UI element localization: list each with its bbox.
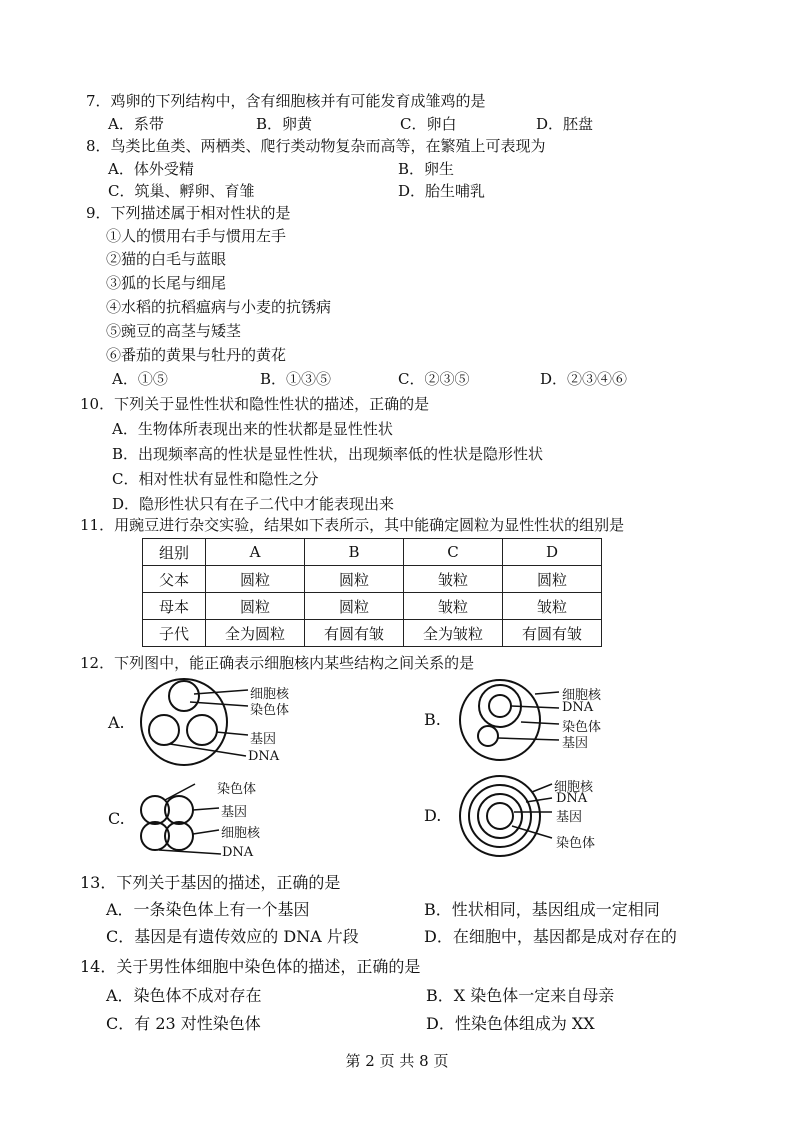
table-cell: 圆粒 bbox=[206, 566, 305, 593]
q8-option-d: D．胎生哺乳 bbox=[398, 182, 486, 200]
table-cell: C bbox=[404, 539, 503, 566]
q8-option-b: B．卵生 bbox=[398, 160, 455, 178]
q13-option-c: C．基因是有遗传效应的 DNA 片段 bbox=[106, 927, 359, 946]
q9-option-d: D．②③④⑥ bbox=[540, 370, 628, 388]
q9-item-5: ⑤豌豆的高茎与矮茎 bbox=[106, 322, 242, 340]
q10-option-a: A．生物体所表现出来的性状都是显性性状 bbox=[112, 420, 393, 438]
q8-option-c: C．筑巢、孵卵、育雏 bbox=[108, 182, 255, 200]
q9-stem: 9．下列描述属于相对性状的是 bbox=[86, 204, 291, 222]
q9-option-b: B．①③⑤ bbox=[260, 370, 332, 388]
q14-stem: 14．关于男性体细胞中染色体的描述，正确的是 bbox=[80, 957, 421, 976]
q14-option-d: D．性染色体组成为 XX bbox=[426, 1014, 595, 1033]
diagram-a-label-nucleus: 细胞核 bbox=[250, 687, 290, 702]
q13-option-b: B．性状相同，基因组成一定相同 bbox=[424, 900, 660, 919]
table-cell: D bbox=[503, 539, 602, 566]
diagram-d-label-gene: 基因 bbox=[556, 810, 583, 825]
table-row bbox=[143, 593, 602, 620]
q14-option-c: C．有 23 对性染色体 bbox=[106, 1014, 261, 1033]
table-cell: 圆粒 bbox=[305, 593, 404, 620]
diagram-c-label-dna: DNA bbox=[222, 845, 254, 860]
table-cell: B bbox=[305, 539, 404, 566]
table-cell: 皱粒 bbox=[404, 593, 503, 620]
q13-option-a: A．一条染色体上有一个基因 bbox=[106, 900, 310, 919]
q9-option-a: A．①⑤ bbox=[112, 370, 168, 388]
table-cell: 全为皱粒 bbox=[404, 620, 503, 647]
q9-item-3: ③狐的长尾与细尾 bbox=[106, 274, 227, 292]
table-cell: 有圆有皱 bbox=[503, 620, 602, 647]
table-cell: 圆粒 bbox=[503, 566, 602, 593]
page-footer: 第 2 页 共 8 页 bbox=[345, 1052, 449, 1070]
q7-stem: 7．鸡卵的下列结构中，含有细胞核并有可能发育成雏鸡的是 bbox=[86, 92, 486, 110]
cross-table bbox=[142, 538, 602, 647]
q10-option-b: B．出现频率高的性状是显性性状，出现频率低的性状是隐形性状 bbox=[112, 445, 544, 463]
diagram-c-label-nucleus: 细胞核 bbox=[221, 826, 261, 841]
table-cell: 全为圆粒 bbox=[206, 620, 305, 647]
diagram-a-letter: A. bbox=[108, 713, 125, 732]
table-cell: 圆粒 bbox=[305, 566, 404, 593]
diagram-d-label-nucleus: 细胞核 bbox=[554, 780, 594, 795]
q14-option-a: A．染色体不成对存在 bbox=[106, 986, 262, 1005]
table-row bbox=[143, 620, 602, 647]
q7-option-c: C．卵白 bbox=[400, 115, 457, 133]
diagram-b-label-nucleus: 细胞核 bbox=[562, 688, 602, 703]
diagram-a-label-gene: 基因 bbox=[250, 732, 277, 747]
diagram-a-label-chromosome: 染色体 bbox=[250, 703, 290, 718]
q13-option-d: D．在细胞中，基因都是成对存在的 bbox=[424, 927, 677, 946]
table-cell: 组别 bbox=[143, 539, 206, 566]
diagram-d-label-chromosome: 染色体 bbox=[556, 836, 596, 851]
table-row bbox=[143, 566, 602, 593]
q9-item-2: ②猫的白毛与蓝眼 bbox=[106, 250, 227, 268]
q9-item-1: ①人的惯用右手与惯用左手 bbox=[106, 227, 287, 245]
q13-stem: 13．下列关于基因的描述，正确的是 bbox=[80, 873, 341, 892]
q9-item-4: ④水稻的抗稻瘟病与小麦的抗锈病 bbox=[106, 298, 332, 316]
q14-option-b: B．X 染色体一定来自母亲 bbox=[426, 986, 615, 1005]
diagram-b-label-gene: 基因 bbox=[562, 736, 589, 751]
diagram-b-label-dna: DNA bbox=[562, 700, 594, 715]
q9-option-c: C．②③⑤ bbox=[398, 370, 470, 388]
q10-option-c: C．相对性状有显性和隐性之分 bbox=[112, 470, 319, 488]
table-row bbox=[143, 539, 602, 566]
table-cell: A bbox=[206, 539, 305, 566]
diagram-c-label-chromosome: 染色体 bbox=[217, 782, 257, 797]
diagram-c-letter: C. bbox=[108, 809, 125, 828]
table-cell: 父本 bbox=[143, 566, 206, 593]
q8-option-a: A．体外受精 bbox=[108, 160, 194, 178]
diagram-b-label-chromosome: 染色体 bbox=[562, 720, 602, 735]
diagram-d-label-dna: DNA bbox=[556, 791, 588, 806]
diagram-d bbox=[456, 772, 566, 864]
table-cell: 皱粒 bbox=[404, 566, 503, 593]
diagram-d-letter: D. bbox=[424, 806, 442, 825]
diagram-a-label-dna: DNA bbox=[248, 749, 280, 764]
q7-option-d: D．胚盘 bbox=[536, 115, 594, 133]
q10-option-d: D．隐形性状只有在子二代中才能表现出来 bbox=[112, 495, 395, 513]
diagram-b-letter: B. bbox=[424, 710, 441, 729]
table-cell: 皱粒 bbox=[503, 593, 602, 620]
diagram-b bbox=[455, 672, 565, 772]
table-cell: 圆粒 bbox=[206, 593, 305, 620]
q11-stem: 11．用豌豆进行杂交实验，结果如下表所示，其中能确定圆粒为显性性状的组别是 bbox=[80, 516, 625, 534]
q7-option-a: A．系带 bbox=[108, 115, 164, 133]
table-cell: 母本 bbox=[143, 593, 206, 620]
table-cell: 子代 bbox=[143, 620, 206, 647]
q9-item-6: ⑥番茄的黄果与牡丹的黄花 bbox=[106, 346, 287, 364]
q8-stem: 8．鸟类比鱼类、两栖类、爬行类动物复杂而高等，在繁殖上可表现为 bbox=[86, 137, 546, 155]
table-cell: 有圆有皱 bbox=[305, 620, 404, 647]
q7-option-b: B．卵黄 bbox=[256, 115, 313, 133]
q10-stem: 10．下列关于显性性状和隐性性状的描述，正确的是 bbox=[80, 395, 430, 413]
diagram-c-label-gene: 基因 bbox=[221, 805, 248, 820]
q12-stem: 12．下列图中，能正确表示细胞核内某些结构之间关系的是 bbox=[80, 654, 475, 672]
